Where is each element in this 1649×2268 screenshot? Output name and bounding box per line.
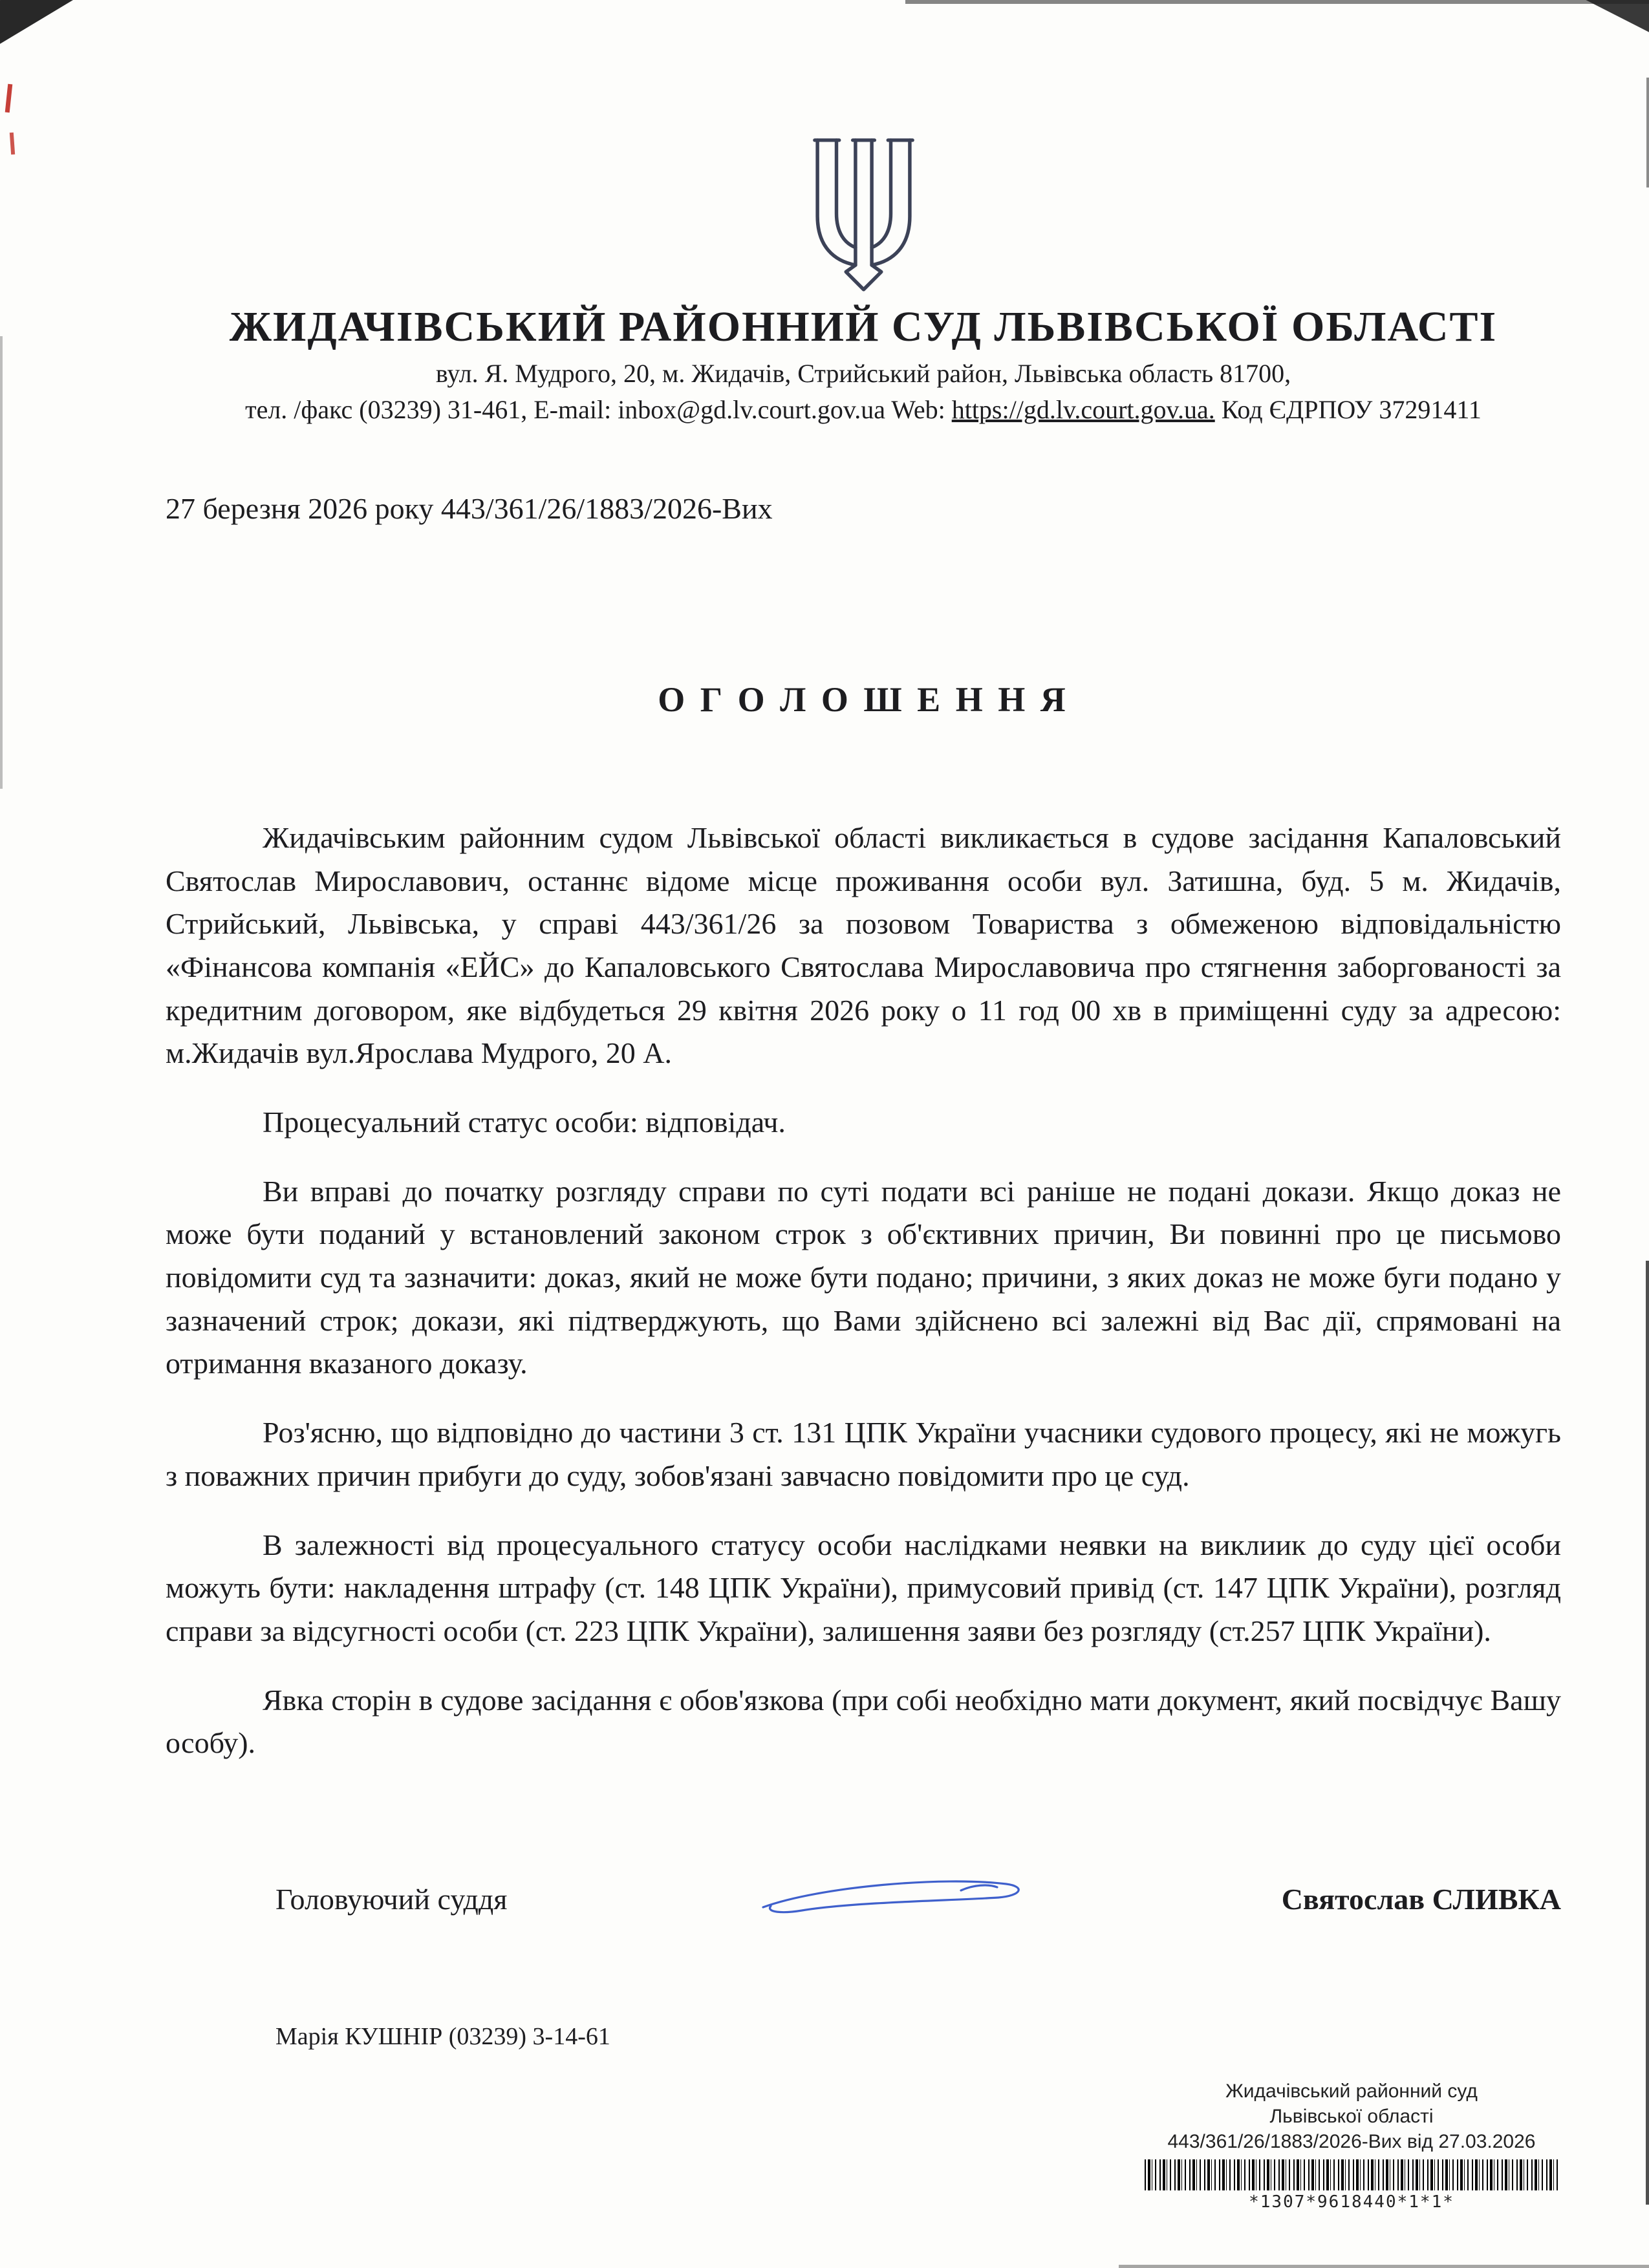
- scan-artifact-bottom-edge: [1119, 2265, 1649, 2268]
- court-name: ЖИДАЧІВСЬКИЙ РАЙОННИЙ СУД ЛЬВІВСЬКОЇ ОБЛАСТІ: [229, 303, 1498, 350]
- document-title: О Г О Л О Ш Е Н Н Я: [658, 679, 1069, 719]
- stamp-court-name: Жидачівський районний суд: [1225, 2081, 1478, 2102]
- scan-artifact-top-edge: [905, 0, 1649, 4]
- judge-name: Святослав СЛИВКА: [1281, 1883, 1561, 1916]
- registration-stamp: [1138, 2079, 1565, 2214]
- clerk-contact-line: Марія КУШНІР (03239) 3-14-61: [275, 2022, 610, 2050]
- stamp-court-region: Львівської області: [1269, 2106, 1434, 2127]
- court-website-link: https://gd.lv.court.gov.ua.: [951, 394, 1215, 424]
- scan-mark-red: [5, 84, 13, 112]
- date-and-reference-number: 27 березня 2026 року 443/361/26/1883/2026-Вих: [166, 491, 773, 525]
- court-address: вул. Я. Мудрого, 20, м. Жидачів, Стрийський район, Львівська область 81700,: [435, 358, 1291, 388]
- paragraph-notice-131: Роз'ясню, що відповідно до частини 3 ст. 131 ЦПК України учасники судового процесу, які не можугь з поважних причин прибуги до суду, зобов'язані завчасно повідомити про це суд.: [166, 1416, 1561, 1492]
- document-body: [166, 817, 1561, 1765]
- court-contacts: [166, 393, 1561, 427]
- paragraph-status: Процесуальний статус особи: відповідач.: [263, 1106, 786, 1139]
- judge-title-label: Головуючий суддя: [275, 1883, 508, 1916]
- paragraph-attendance: Явка сторін в судове засідання є обов'язкова (при собі необхідно мати документ, який посвідчує Вашу особу).: [166, 1683, 1561, 1760]
- paragraph-evidence: Ви вправі до початку розгляду справи по суті подати всі раніше не подані докази. Якщо доказ не може бути поданий у встановлений законом строк з об'єктивних причин, Ви повинні про це письмово повідомити суд та зазначити: доказ, який не може бути подано; причини, з яких доказ не може буги подано у зазначений строк; докази, які підтверджують, що Вами здійснено всі залежні від Вас дії, спрямовані на отримання вказаного доказу.: [166, 1174, 1561, 1380]
- paragraph-consequences: В залежності від процесуального статусу особи наслідками неявки на виклиик до суду цієї особи можуть бути: накладення штрафу (ст. 148 ЦПК України), примусовий привід (ст. 147 ЦПК України), розгляд справи за відсугності особи (ст. 223 ЦПК України), залишення заяви без розгляду (ст.257 ЦПК України).: [166, 1528, 1561, 1647]
- stamp-reference-number: 443/361/26/1883/2026-Вих від 27.03.2026: [1167, 2131, 1536, 2152]
- ukraine-trident-emblem-icon: [791, 129, 936, 292]
- court-contact-text: тел. /факс (03239) 31-461, E-mail: inbox@gd.lv.court.gov.ua Web:: [245, 394, 952, 424]
- judge-signature-ink: [755, 1874, 1033, 1925]
- scan-artifact-corner-top-left: [0, 0, 103, 52]
- barcode-text: *1307*9618440*1*1*: [1249, 2192, 1454, 2212]
- barcode: [1145, 2159, 1558, 2190]
- scan-artifact-corner-top-right: [1564, 0, 1649, 39]
- court-edrpou-code: Код ЄДРПОУ 37291411: [1214, 394, 1482, 424]
- signature-row: [166, 1874, 1561, 1925]
- paragraph-summons: Жидачівським районним судом Львівської області викликається в судове засідання Капаловський Святослав Мирославович, останнє відоме місце проживання особи вул. Затишна, буд. 5 м. Жидачів, Стрийський, Львівська, у справі 443/361/26 за позовом Товариства з обмеженою відповідальністю «Фінансова компанія «ЕЙС» до Капаловського Святослава Мирославовича про стягнення заборгованості за кредитним договором, яке відбудеться 29 квітня 2026 року о 11 год 00 хв в приміщенні суду за адресою: м.Жидачів вул.Ярослава Мудрого, 20 А.: [166, 820, 1561, 1070]
